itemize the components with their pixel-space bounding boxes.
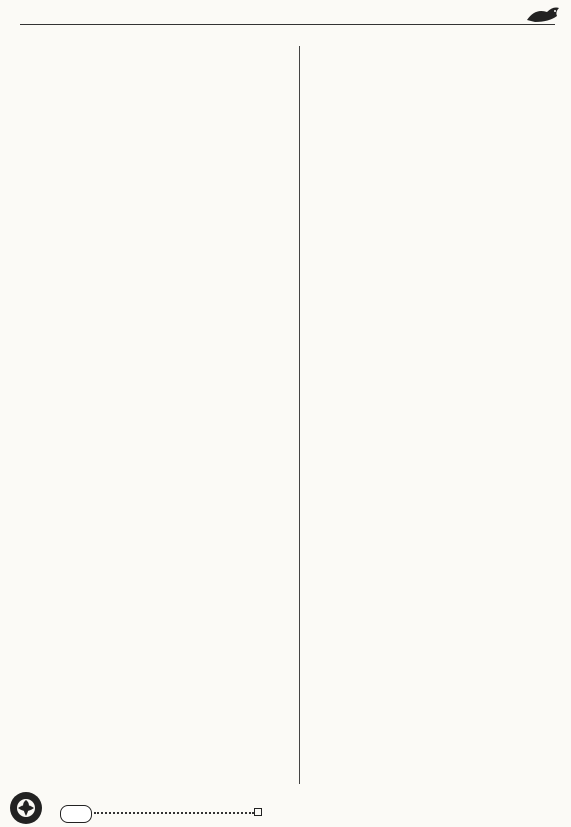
header-rule: [20, 24, 555, 25]
page-header: [0, 0, 571, 34]
small-coordinate-grid: [78, 692, 238, 792]
rabbit-logo-icon: [525, 4, 563, 24]
column-divider: [299, 46, 300, 784]
shape-coordinate-grid: [328, 72, 528, 154]
footer-box: [254, 808, 262, 816]
page-number: [60, 805, 92, 823]
city-map-grid: [306, 182, 564, 342]
flower-decoration-icon: [4, 788, 60, 826]
footer-dots: [94, 812, 254, 814]
